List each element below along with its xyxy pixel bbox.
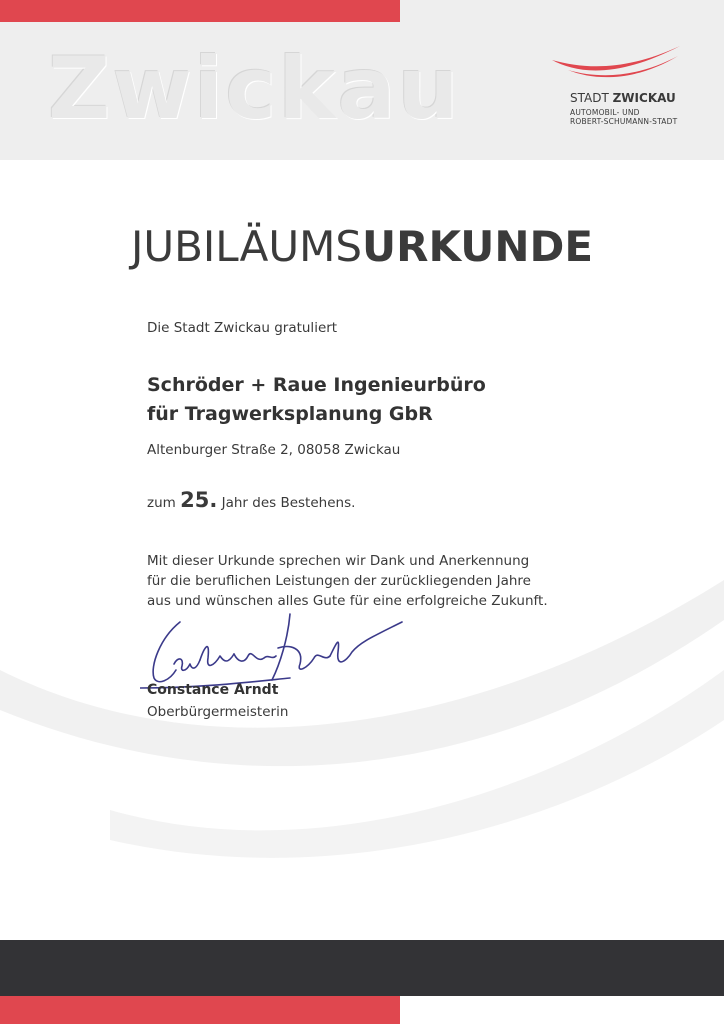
greeting-text: Die Stadt Zwickau gratuliert (147, 320, 338, 336)
footer-white-gap (400, 996, 724, 1024)
anniversary-number: 25. (180, 488, 218, 512)
message-line3: aus und wünschen alles Gute für eine erfolgreiche Zukunft. (147, 593, 548, 609)
top-red-stripe (0, 0, 400, 22)
message-line2: für die beruflichen Leistungen der zurückliegenden Jahre (147, 573, 531, 589)
company-name (147, 371, 486, 429)
anniversary-suffix: Jahr des Bestehens. (221, 495, 356, 511)
company-name-line2: für Tragwerksplanung GbR (147, 403, 433, 425)
certificate-message (147, 551, 617, 611)
title-light-part: JUBILÄUMS (130, 222, 362, 271)
company-address: Altenburger Straße 2, 08058 Zwickau (147, 442, 401, 458)
signer-name: Constance Arndt (147, 682, 279, 698)
message-line1: Mit dieser Urkunde sprechen wir Dank und Anerkennung (147, 553, 530, 569)
title-bold-part: URKUNDE (362, 222, 594, 271)
certificate-title (0, 222, 724, 271)
logo-subtitle-line1: AUTOMOBIL- UND (570, 108, 640, 117)
footer-red-stripe (0, 996, 400, 1024)
logo-subtitle-line2: ROBERT-SCHUMANN-STADT (570, 117, 678, 126)
logo-subtitle (570, 108, 710, 126)
anniversary-prefix: zum (147, 495, 176, 511)
footer-dark-band (0, 940, 724, 996)
city-logo (570, 91, 710, 126)
handwritten-signature (140, 608, 410, 690)
company-name-line1: Schröder + Raue Ingenieurbüro (147, 374, 486, 396)
city-logo-swoosh-icon (548, 40, 683, 85)
logo-city-name: STADT ZWICKAU (570, 91, 676, 105)
zwickau-watermark: Zwickau (48, 39, 461, 139)
signer-role: Oberbürgermeisterin (147, 704, 289, 720)
anniversary-text (147, 490, 355, 513)
